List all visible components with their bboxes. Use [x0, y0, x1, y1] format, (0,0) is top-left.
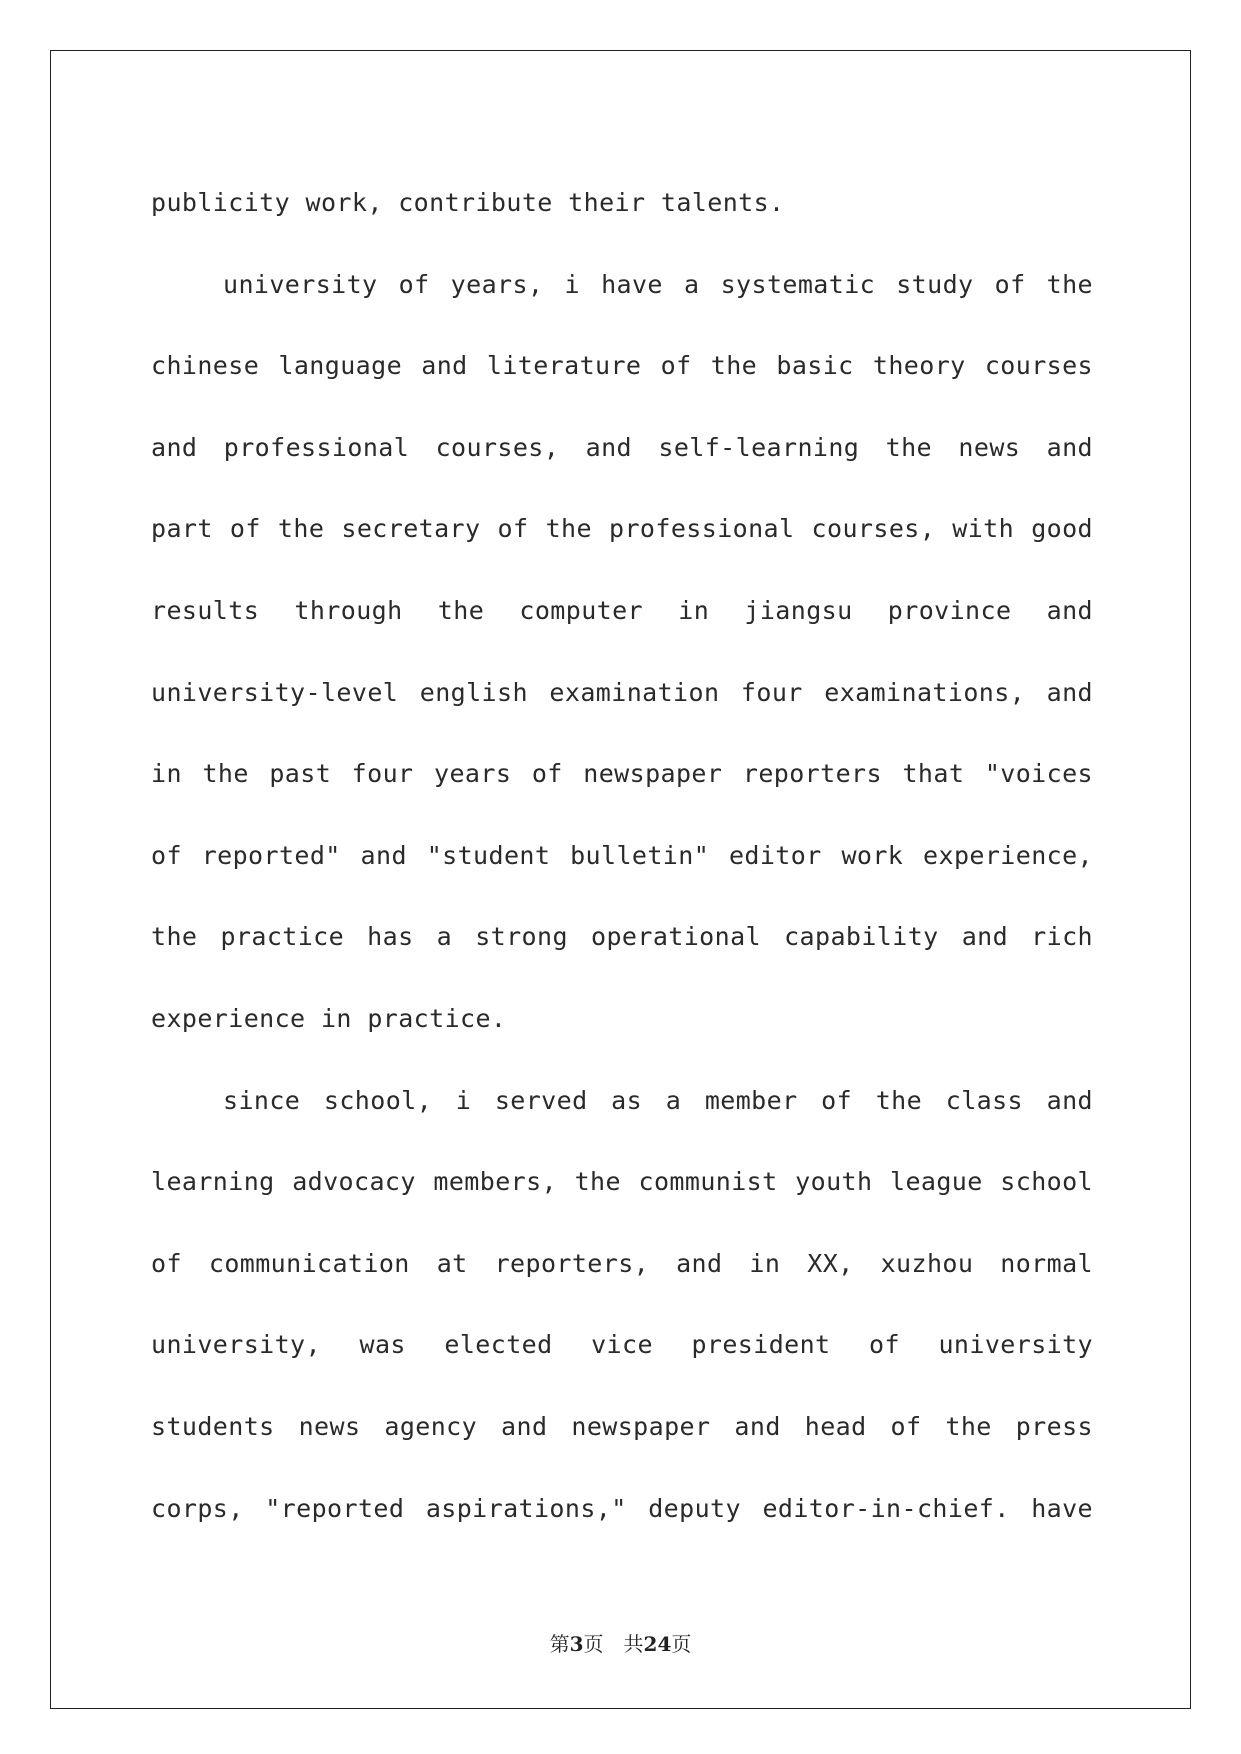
text-line: university, was elected vice president of university [151, 1330, 1093, 1360]
total-prefix: 共 [623, 1632, 644, 1656]
text-line: students news agency and newspaper and head of the press [151, 1411, 1093, 1441]
total-suffix: 页 [671, 1632, 692, 1656]
text-line: part of the secretary of the professional courses, with good [151, 514, 1093, 544]
document-body [151, 162, 1093, 1549]
text-line: corps, "reported aspirations," deputy editor-in-chief. have [151, 1493, 1093, 1523]
text-line: learning advocacy members, the communist youth league school [151, 1167, 1093, 1197]
text-line: university of years, i have a systematic study of the [223, 269, 1093, 299]
text-line: of reported" and "student bulletin" editor work experience, [151, 840, 1093, 870]
text-line: of communication at reporters, and in XX, xuzhou normal [151, 1248, 1093, 1278]
text-line: results through the computer in jiangsu province and [151, 595, 1093, 625]
page-number: 3 [569, 1632, 584, 1656]
total-pages: 24 [643, 1632, 672, 1656]
page-prefix: 第 [549, 1632, 570, 1656]
page-suffix: 页 [583, 1632, 604, 1656]
text-line: in the past four years of newspaper reporters that "voices [151, 759, 1093, 789]
text-line: chinese language and literature of the basic theory courses [151, 351, 1093, 381]
text-line: and professional courses, and self-learning the news and [151, 432, 1093, 462]
text-line: university-level english examination four examinations, and [151, 677, 1093, 707]
text-line: experience in practice. [151, 1003, 507, 1033]
page-footer [0, 1628, 1241, 1657]
text-line: since school, i served as a member of the class and [223, 1085, 1093, 1115]
text-line: the practice has a strong operational capability and rich [151, 922, 1093, 952]
text-line: publicity work, contribute their talents. [151, 188, 785, 217]
